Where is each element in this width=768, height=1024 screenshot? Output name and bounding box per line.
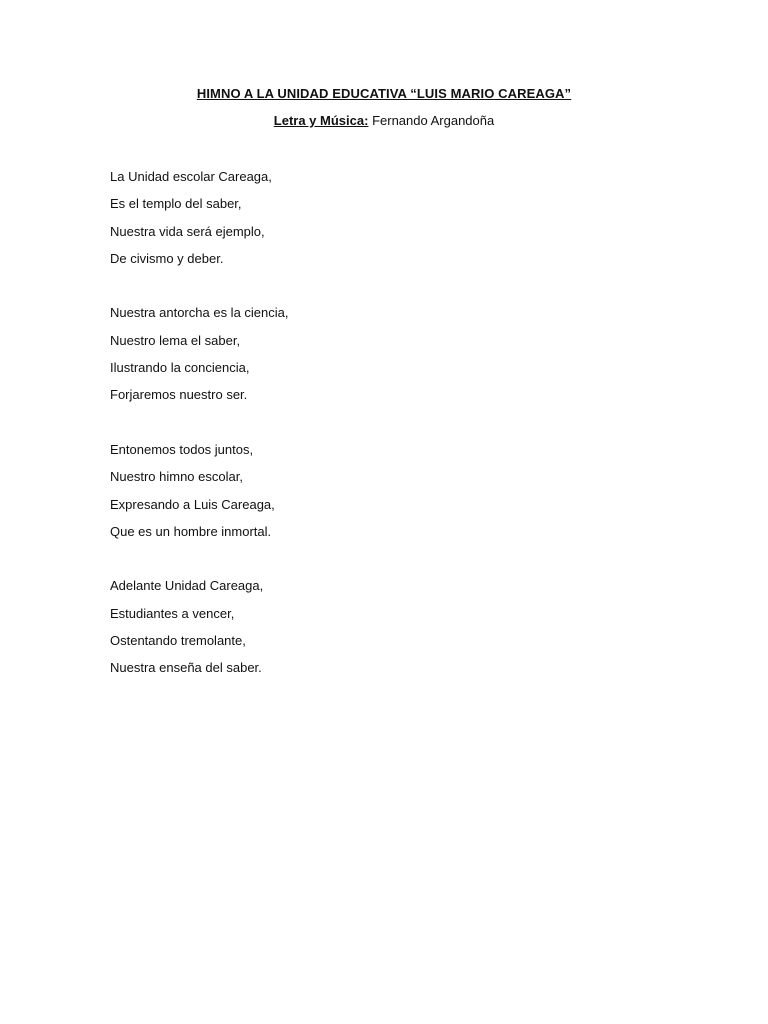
lyric-line: Nuestro lema el saber, bbox=[110, 332, 241, 348]
stanza-2 bbox=[110, 304, 670, 413]
credit-label: Letra y Música: bbox=[273, 113, 369, 128]
lyric-line: Que es un hombre inmortal. bbox=[110, 523, 272, 539]
lyric-line: Estudiantes a vencer, bbox=[110, 605, 235, 621]
lyric-line: Expresando a Luis Careaga, bbox=[110, 496, 275, 512]
lyric-line: Adelante Unidad Careaga, bbox=[110, 578, 264, 594]
lyric-line: La Unidad escolar Careaga, bbox=[110, 169, 272, 184]
lyric-line: Es el templo del saber, bbox=[110, 196, 242, 212]
lyrics-body bbox=[110, 168, 670, 714]
lyric-line: Entonemos todos juntos, bbox=[110, 441, 254, 457]
lyric-line: De civismo y deber. bbox=[110, 250, 224, 266]
lyric-line: Nuestra antorcha es la ciencia, bbox=[110, 305, 289, 321]
lyric-line: Nuestra enseña del saber. bbox=[110, 660, 262, 676]
lyric-line: Nuestra vida será ejemplo, bbox=[110, 223, 265, 239]
lyric-line: Ilustrando la conciencia, bbox=[110, 360, 250, 376]
lyric-line: Ostentando tremolante, bbox=[110, 633, 246, 649]
lyric-line: Forjaremos nuestro ser. bbox=[110, 387, 248, 403]
stanza-4 bbox=[110, 577, 670, 686]
lyric-line: Nuestro himno escolar, bbox=[110, 469, 243, 485]
document-title: HIMNO A LA UNIDAD EDUCATIVA “LUIS MARIO CAREAGA” bbox=[196, 86, 572, 101]
credit-value: Fernando Argandoña bbox=[372, 113, 495, 128]
credit-line bbox=[0, 113, 768, 128]
stanza-3 bbox=[110, 441, 670, 550]
stanza-1 bbox=[110, 168, 670, 277]
